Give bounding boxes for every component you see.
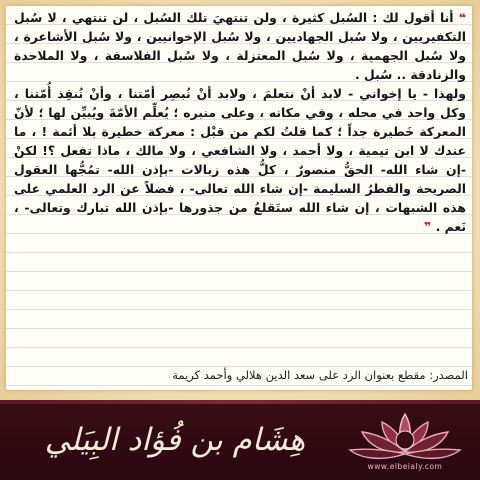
paragraph-2 xyxy=(14,84,466,236)
source-citation: المصدر: مقطع بعنوان الرد على سعد الدين هلالي وأحمد كريمة xyxy=(172,368,468,382)
banner-edge xyxy=(0,400,480,404)
paragraph-1 xyxy=(14,8,466,84)
quote-text-block xyxy=(14,8,466,356)
quote-close-icon: ❞ xyxy=(424,219,432,234)
quote-open-icon: ❝ xyxy=(458,10,466,25)
paragraph-1-text: أنا أقول لك : السُبل كثيرة ، ولن تنتهيَ تلك السُبل ، لن تنتهي ، لا سُبل التكفيريين ، ولا سُبل الجهاديين ، ولا سُبل الإخوانيين ، ولا سُبل الأشاعرة ، ولا سُبل الجهمية ، ولا سُبل المعتزلة ، ولا سُبل الفلاسفة ، ولا الملاحدة والزنادقة .. سُبل . xyxy=(14,10,466,82)
calligraphy-signature: هِشَام بن فُؤاد البِيَلي xyxy=(44,422,306,458)
paragraph-2-text: ولهذا - يا إخواني - لابد أنْ نتعلمَ ، ولابد أنْ نُبصِر أمّتنا ، وأنْ نُنقِذ أُمّتنا ، وكل واحد في محله ، وفي مكانه ، وعلى منبره ؛ يُعلِّم الأمّةَ ويُبيِّن لها ؛ لأنّ المعركة خَطيرة جداً ؛ كما قلتُ لكم من قبْل : معركة خطيرة بلا أئمة ! ، ما عندك لا ابن تيمية ، ولا أحمد ، ولا الشافعي ، ولا مالك ، ماذا تفعل ؟! لكنْ -إن شاء الله- الحقُّ منصورٌ ، كلُّ هذه زبالات -بإذن الله- تمُجُّها العقول الصريحة والفطرُ السليمة -إن شاء الله تعالى- ، فضلاً عن الرد العلمي على هذه الشبهات ، إن شاء الله ستَقلعُ من جذورها -بإذن الله تبارك وتعالى- ، نَعم . xyxy=(14,86,466,234)
website-label: www.elbeialy.com xyxy=(367,462,443,471)
